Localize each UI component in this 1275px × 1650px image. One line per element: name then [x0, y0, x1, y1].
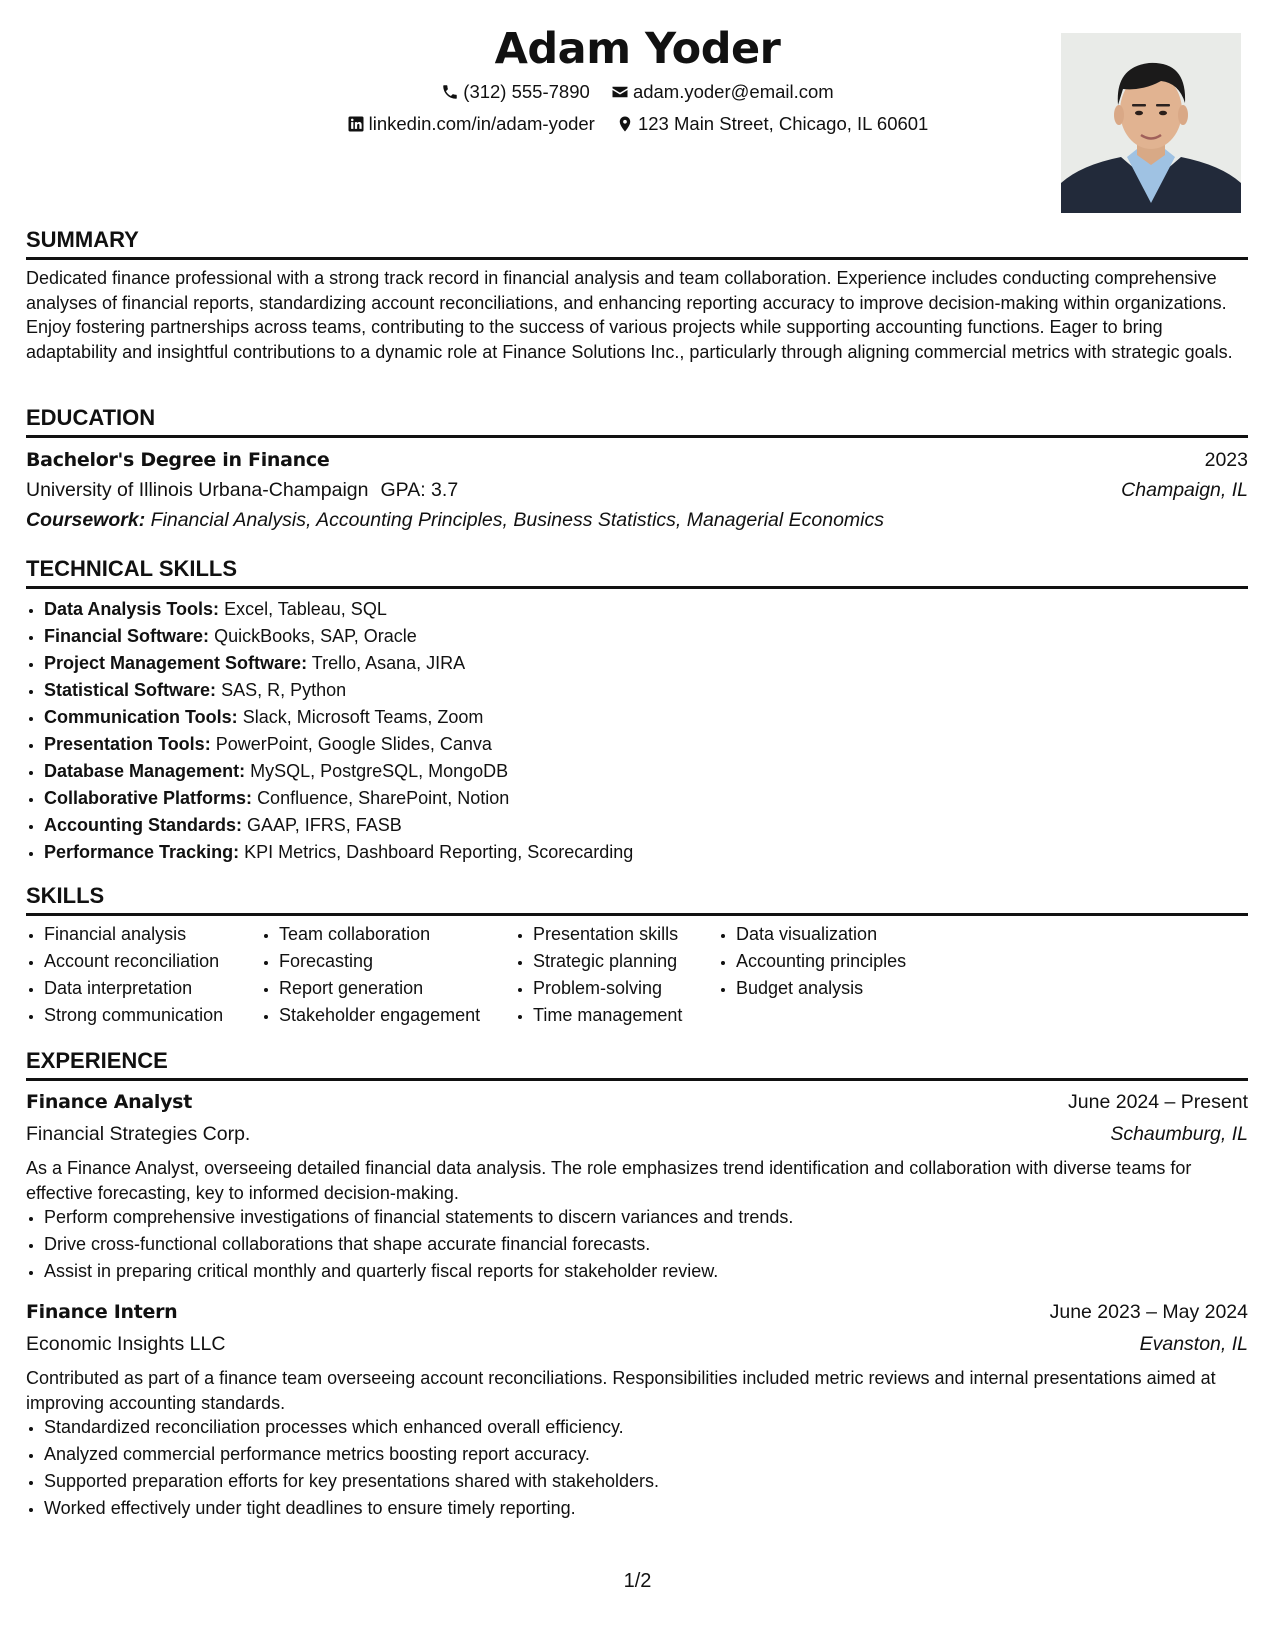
contact-linkedin[interactable]: [347, 113, 595, 135]
skills-column-4: [718, 921, 906, 1002]
skill-category: Collaborative Platforms:: [44, 788, 253, 808]
technical-skills-heading: TECHNICAL SKILLS: [26, 556, 1248, 589]
skill-item: • Problem-solving: [533, 975, 682, 1002]
page-number: 1/2: [623, 1570, 652, 1592]
skill-values: Trello, Asana, JIRA: [311, 653, 466, 673]
technical-skill-item: [44, 812, 1268, 839]
skill-item: • Presentation skills: [533, 921, 682, 948]
phone-icon: [441, 83, 459, 101]
degree-title: Bachelor's Degree in Finance: [26, 449, 330, 471]
job-dates: June 2023 – May 2024: [1049, 1301, 1248, 1323]
skill-category: Performance Tracking:: [44, 842, 240, 862]
experience-heading: EXPERIENCE: [26, 1048, 1248, 1081]
skills-column-3: [515, 921, 682, 1029]
technical-skill-item: [44, 785, 1268, 812]
technical-skill-item: [44, 731, 1268, 758]
skill-item: • Data interpretation: [44, 975, 223, 1002]
school-name: University of Illinois Urbana-Champaign: [26, 479, 369, 501]
skill-item: • Account reconciliation: [44, 948, 223, 975]
skill-values: Slack, Microsoft Teams, Zoom: [242, 707, 484, 727]
contact-address: [616, 113, 928, 135]
job-1-description: As a Finance Analyst, overseeing detailed financial data analysis. The role emphasizes trend identification and collaboration with diverse teams for effective forecasting, key to informed decision-making.: [26, 1158, 1192, 1203]
job-bullet: • Supported preparation efforts for key presentations shared with stakeholders.: [44, 1468, 1268, 1495]
skill-item: • Report generation: [279, 975, 480, 1002]
skill-item: • Stakeholder engagement: [279, 1002, 480, 1029]
technical-skill-item: [44, 650, 1268, 677]
profile-photo: [1061, 33, 1241, 213]
linkedin-icon: [347, 115, 365, 133]
skills-column-2: [261, 921, 480, 1029]
job-title: Finance Analyst: [26, 1091, 192, 1113]
envelope-icon: [611, 83, 629, 101]
coursework-label: Coursework:: [26, 509, 146, 531]
email-text: adam.yoder@email.com: [632, 81, 834, 102]
skill-item: • Forecasting: [279, 948, 480, 975]
education-heading: EDUCATION: [26, 405, 1248, 438]
skill-category: Data Analysis Tools:: [44, 599, 220, 619]
job-location: Evanston, IL: [1139, 1333, 1248, 1355]
skill-item: • Strong communication: [44, 1002, 223, 1029]
job-bullet: • Analyzed commercial performance metrics boosting report accuracy.: [44, 1441, 1268, 1468]
job-bullet: • Perform comprehensive investigations of financial statements to discern variances and trends.: [44, 1204, 1268, 1231]
technical-skills-list: [26, 596, 1268, 866]
summary-text: Dedicated finance professional with a strong track record in financial analysis and team collaboration. Experience includes conducting comprehensive analyses of financial reports, standardizing account reconciliations, and enhancing reporting accuracy to improve decision-making within organizations. Enjoy fostering partnerships across teams, contributing to the success of various projects while supporting accounting functions. Eager to bring adaptability and insightful contributions to a dynamic role at Finance Solutions Inc., particularly through aligning commercial metrics with strategic goals.: [26, 268, 1233, 362]
skill-category: Financial Software:: [44, 626, 210, 646]
job-1-bullets: [26, 1204, 1268, 1285]
skill-values: PowerPoint, Google Slides, Canva: [215, 734, 492, 754]
job-2-description: Contributed as part of a finance team overseeing account reconciliations. Responsibilities included metric reviews and internal presentations aimed at improving accounting standards.: [26, 1368, 1216, 1413]
skill-item: • Time management: [533, 1002, 682, 1029]
skill-category: Communication Tools:: [44, 707, 238, 727]
school-location: Champaign, IL: [1121, 479, 1248, 501]
degree-year: 2023: [1204, 449, 1248, 471]
skill-values: Excel, Tableau, SQL: [224, 599, 387, 619]
skill-category: Project Management Software:: [44, 653, 308, 673]
job-bullet: • Drive cross-functional collaborations that shape accurate financial forecasts.: [44, 1231, 1268, 1258]
skill-values: MySQL, PostgreSQL, MongoDB: [250, 761, 509, 781]
technical-skill-item: [44, 596, 1268, 623]
job-title: Finance Intern: [26, 1301, 178, 1323]
gpa-text: GPA: 3.7: [380, 479, 459, 501]
skills-heading: SKILLS: [26, 883, 1248, 916]
school-line: [26, 477, 458, 503]
job-bullet: • Assist in preparing critical monthly and quarterly fiscal reports for stakeholder review.: [44, 1258, 1268, 1285]
job-company: Financial Strategies Corp.: [26, 1123, 251, 1145]
contact-email[interactable]: [611, 81, 834, 103]
technical-skill-item: [44, 839, 1268, 866]
coursework-line: [26, 507, 884, 533]
skill-item: • Budget analysis: [736, 975, 906, 1002]
skill-item: • Accounting principles: [736, 948, 906, 975]
technical-skill-item: [44, 704, 1268, 731]
skill-values: GAAP, IFRS, FASB: [247, 815, 402, 835]
job-bullet: • Standardized reconciliation processes which enhanced overall efficiency.: [44, 1414, 1268, 1441]
coursework-text: Financial Analysis, Accounting Principles, Business Statistics, Managerial Economics: [150, 509, 884, 531]
skill-values: Confluence, SharePoint, Notion: [257, 788, 510, 808]
technical-skill-item: [44, 758, 1268, 785]
job-bullet: • Worked effectively under tight deadlines to ensure timely reporting.: [44, 1495, 1268, 1522]
skill-values: SAS, R, Python: [221, 680, 347, 700]
job-dates: June 2024 – Present: [1068, 1091, 1248, 1113]
skill-category: Database Management:: [44, 761, 246, 781]
skill-item: • Strategic planning: [533, 948, 682, 975]
skill-category: Accounting Standards:: [44, 815, 243, 835]
summary-heading: SUMMARY: [26, 227, 1248, 260]
map-pin-icon: [616, 115, 634, 133]
skill-item: • Team collaboration: [279, 921, 480, 948]
skill-item: • Data visualization: [736, 921, 906, 948]
candidate-name: Adam Yoder: [494, 24, 781, 74]
skill-values: KPI Metrics, Dashboard Reporting, Scorecarding: [244, 842, 634, 862]
skill-values: QuickBooks, SAP, Oracle: [214, 626, 417, 646]
address-text: 123 Main Street, Chicago, IL 60601: [637, 113, 929, 134]
skill-category: Statistical Software:: [44, 680, 217, 700]
job-company: Economic Insights LLC: [26, 1333, 226, 1355]
skill-category: Presentation Tools:: [44, 734, 211, 754]
contact-phone: [441, 81, 590, 103]
skills-column-1: [26, 921, 223, 1029]
technical-skill-item: [44, 677, 1268, 704]
phone-text: (312) 555-7890: [463, 81, 590, 102]
skill-item: • Financial analysis: [44, 921, 223, 948]
job-2-bullets: [26, 1414, 1268, 1522]
job-location: Schaumburg, IL: [1110, 1123, 1248, 1145]
technical-skill-item: [44, 623, 1268, 650]
linkedin-text: linkedin.com/in/adam-yoder: [368, 113, 595, 134]
